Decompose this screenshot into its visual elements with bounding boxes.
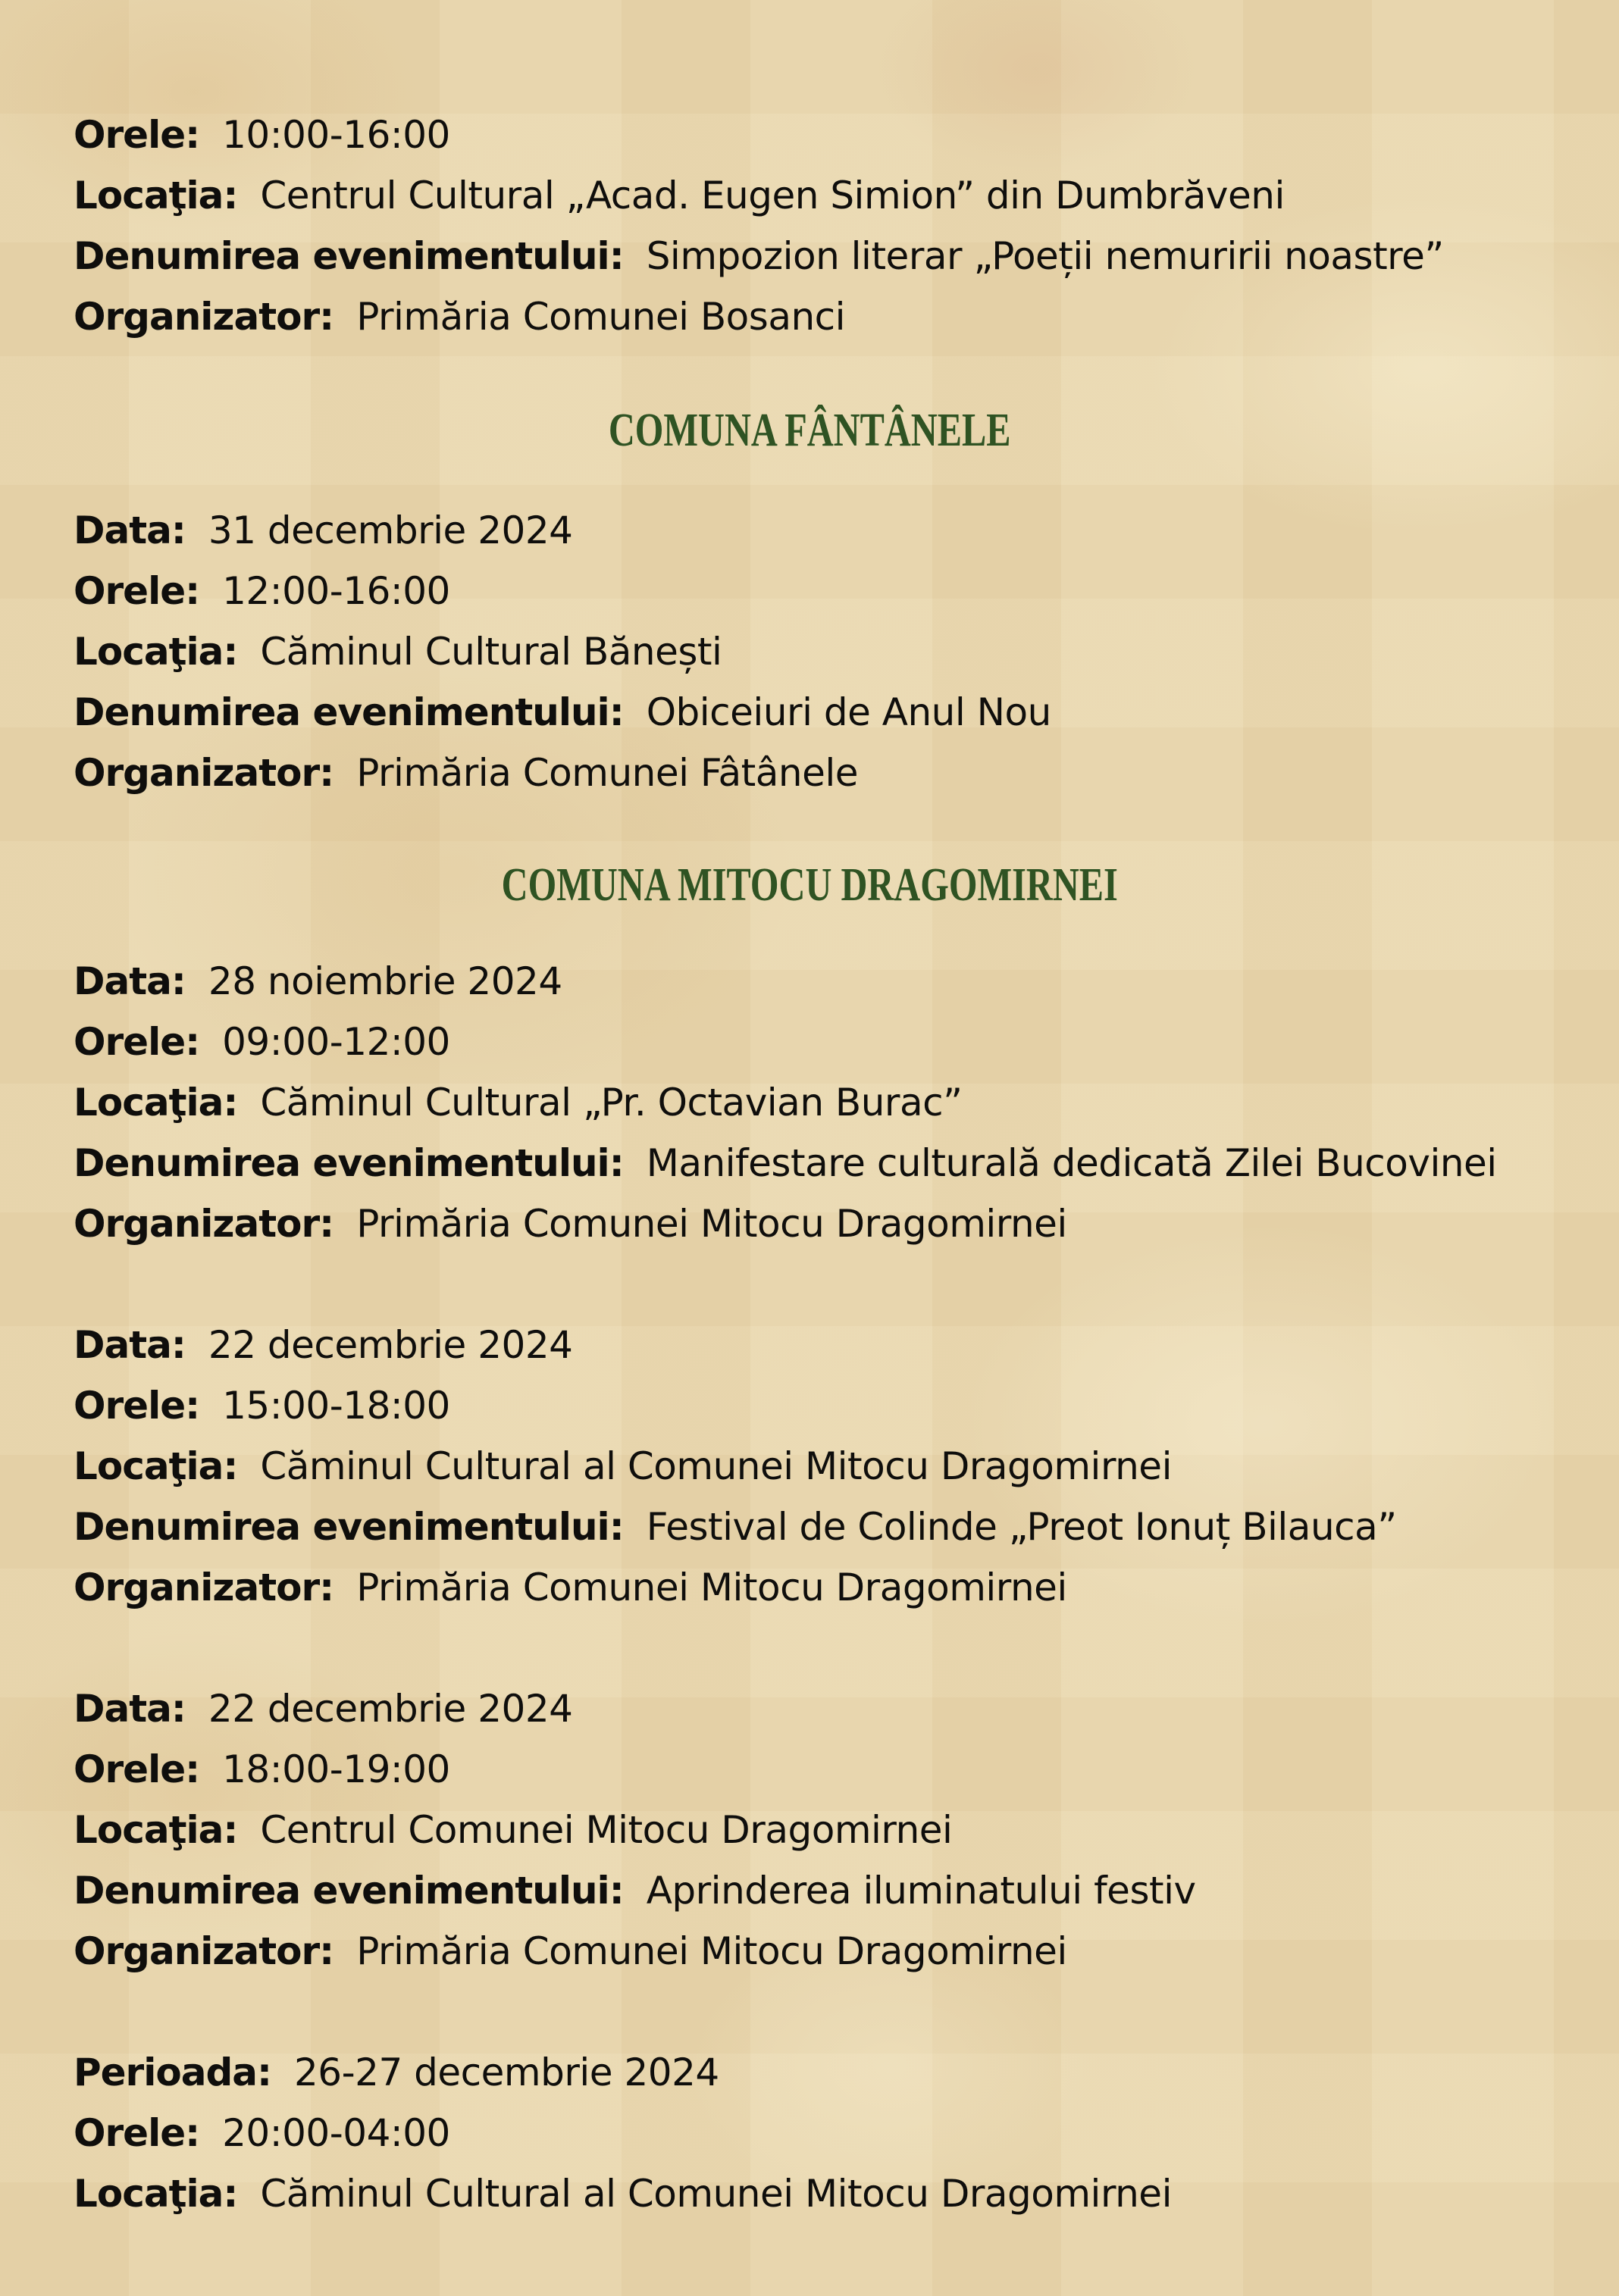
field-label: Locaţia: (74, 174, 238, 217)
field-label: Data: (74, 959, 186, 1003)
event-field-line (74, 1557, 1619, 1618)
field-value: Simpozion literar „Poeții nemuririi noastre” (646, 234, 1444, 278)
field-label: Orele: (74, 2111, 200, 2155)
field-value: Obiceiuri de Anul Nou (646, 690, 1051, 734)
field-value: Primăria Comunei Mitocu Dragomirnei (356, 1202, 1067, 1246)
event-block (0, 500, 1619, 803)
section-heading-text: COMUNA FÂNTÂNELE (608, 405, 1011, 456)
field-value: 28 noiembrie 2024 (208, 959, 562, 1003)
section-heading-mitocu-dragomirnei (0, 855, 1619, 915)
field-label: Organizator: (74, 295, 334, 339)
field-value: Primăria Comunei Mitocu Dragomirnei (356, 1929, 1067, 1973)
field-value: Manifestare culturală dedicată Zilei Bucovinei (646, 1141, 1497, 1185)
field-value: 09:00-12:00 (222, 1020, 450, 1064)
field-value: 31 decembrie 2024 (208, 508, 573, 552)
field-value: 18:00-19:00 (222, 1747, 450, 1791)
field-label: Locaţia: (74, 630, 238, 674)
section-heading-fantanele (0, 400, 1619, 461)
field-label: Orele: (74, 113, 200, 157)
field-label: Denumirea evenimentului: (74, 1505, 624, 1549)
field-label: Denumirea evenimentului: (74, 1869, 624, 1913)
field-value: 22 decembrie 2024 (208, 1687, 573, 1731)
field-label: Denumirea evenimentului: (74, 234, 624, 278)
field-label: Locaţia: (74, 1444, 238, 1488)
field-value: 12:00-16:00 (222, 569, 450, 613)
event-field-line (74, 1193, 1619, 1254)
field-value: 22 decembrie 2024 (208, 1323, 573, 1367)
field-value: Centrul Comunei Mitocu Dragomirnei (260, 1808, 953, 1852)
field-label: Data: (74, 1323, 186, 1367)
event-field-line (74, 1921, 1619, 1982)
event-field-line (74, 1133, 1619, 1193)
event-block (0, 2042, 1619, 2224)
field-label: Orele: (74, 569, 200, 613)
field-value: Festival de Colinde „Preot Ionuț Bilauca” (646, 1505, 1397, 1549)
section-heading-text: COMUNA MITOCU DRAGOMIRNEI (501, 859, 1118, 911)
field-label: Locaţia: (74, 1808, 238, 1852)
field-value: Aprinderea iluminatului festiv (646, 1869, 1196, 1913)
field-label: Denumirea evenimentului: (74, 1141, 624, 1185)
event-field-line (74, 1678, 1619, 1739)
event-field-line (74, 226, 1619, 286)
event-block (0, 105, 1619, 347)
event-block (0, 1315, 1619, 1618)
field-value: 20:00-04:00 (222, 2111, 450, 2155)
event-field-line (74, 743, 1619, 803)
event-field-line (74, 1375, 1619, 1436)
event-field-line (74, 561, 1619, 621)
field-value: Căminul Cultural Bănești (260, 630, 722, 674)
field-label: Perioada: (74, 2050, 271, 2094)
event-field-line (74, 1860, 1619, 1921)
field-value: Centrul Cultural „Acad. Eugen Simion” din Dumbrăveni (260, 174, 1285, 217)
event-field-line (74, 2042, 1619, 2103)
event-field-line (74, 105, 1619, 165)
field-value: Primăria Comunei Bosanci (356, 295, 846, 339)
field-label: Organizator: (74, 1566, 334, 1609)
field-label: Data: (74, 1687, 186, 1731)
event-field-line (74, 951, 1619, 1012)
event-field-line (74, 2103, 1619, 2163)
event-field-line (74, 500, 1619, 561)
event-block (0, 1678, 1619, 1982)
field-value: 26-27 decembrie 2024 (293, 2050, 719, 2094)
event-field-line (74, 1739, 1619, 1800)
field-value: 10:00-16:00 (222, 113, 450, 157)
event-field-line (74, 1800, 1619, 1860)
field-label: Organizator: (74, 1929, 334, 1973)
field-label: Locaţia: (74, 2172, 238, 2216)
event-field-line (74, 682, 1619, 743)
field-value: 15:00-18:00 (222, 1384, 450, 1428)
event-field-line (74, 286, 1619, 347)
field-label: Orele: (74, 1384, 200, 1428)
field-value: Căminul Cultural al Comunei Mitocu Dragomirnei (260, 2172, 1172, 2216)
event-block (0, 951, 1619, 1254)
event-field-line (74, 1315, 1619, 1375)
event-field-line (74, 1497, 1619, 1557)
field-value: Primăria Comunei Mitocu Dragomirnei (356, 1566, 1067, 1609)
event-field-line (74, 2163, 1619, 2224)
field-label: Orele: (74, 1747, 200, 1791)
field-label: Organizator: (74, 1202, 334, 1246)
event-field-line (74, 1012, 1619, 1072)
event-field-line (74, 621, 1619, 682)
event-field-line (74, 1436, 1619, 1497)
field-label: Orele: (74, 1020, 200, 1064)
event-field-line (74, 165, 1619, 226)
field-label: Locaţia: (74, 1081, 238, 1125)
field-value: Căminul Cultural al Comunei Mitocu Dragomirnei (260, 1444, 1172, 1488)
field-value: Căminul Cultural „Pr. Octavian Burac” (260, 1081, 963, 1125)
event-field-line (74, 1072, 1619, 1133)
field-label: Organizator: (74, 751, 334, 795)
field-value: Primăria Comunei Fâtânele (356, 751, 859, 795)
field-label: Data: (74, 508, 186, 552)
field-label: Denumirea evenimentului: (74, 690, 624, 734)
